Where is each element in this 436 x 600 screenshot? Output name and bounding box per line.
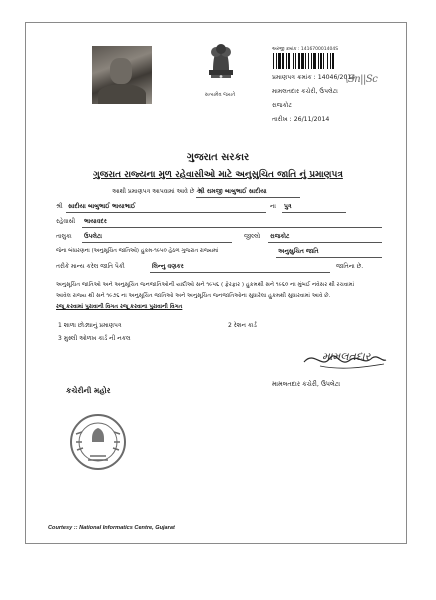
date-row	[272, 116, 329, 124]
barcode-bar	[330, 53, 331, 69]
evidence-heading: રજૂ કરવામાં પુરાવાની વિગત રજૂ કરવાના પુરાવાની વિગત	[56, 304, 183, 310]
date-label: તારીખ :	[272, 116, 292, 123]
courtesy-footer: Courtesy :: National Informatics Centre, Gujarat	[48, 525, 175, 531]
barcode-bar	[278, 53, 281, 69]
son-label: શ્રી	[56, 203, 63, 210]
emblem-caption: સત્યમેવ જયતે	[204, 92, 236, 98]
son-underline	[66, 212, 266, 213]
barcode-icon	[272, 53, 354, 69]
paragraph-line-1: અનુસૂચિત જાતિઓ અને અનુસૂચિત જનજાતિઓની યાદીઓ સને ૧૯૫૬ ( ફેરફાર ) હુકમથી સને ૧૯૬૦ ના મુંબઈ નવેસર થી રચવામાં	[56, 282, 355, 288]
barcode-bar	[332, 53, 334, 69]
signatory: મામલતદાર કચેરી, ઉપલેટા	[272, 380, 341, 388]
paragraph-line-2: આવેલ રાજ્ય થી સને ૧૯૭૬ ના અનુસૂચિત જાતિઓ અને અનુસૂચિત જનજાતિઓના સુધારેલા હુકમથી સુધારવામાં આવે છે.	[56, 293, 331, 299]
evidence-item-1: 1 શાળા છોડ્યાનું પ્રમાણપત્ર	[58, 322, 122, 329]
evidence-item-3: 3 મુસ્લી ઓળખ કાર્ડ ની નકલ	[58, 335, 131, 342]
caste-suffix: જાતિના છે.	[336, 263, 364, 270]
barcode-bar	[308, 53, 309, 69]
son-suffix: ના	[270, 203, 276, 210]
barcode-caption: અરજી ક્રમાંક : 141670001404S	[272, 47, 339, 52]
barcode-bar	[282, 53, 284, 69]
village-value: ભાયાવદર	[84, 218, 107, 225]
caste-value: લિન્નુ વણકર	[152, 263, 184, 270]
barcode-bar	[298, 53, 300, 69]
office-line: મામલતદાર કચેરી, ઉપલેટા	[272, 88, 338, 95]
intro-name: શ્રી રામજી બાબુભાઈ સાદીયા	[198, 188, 267, 195]
certificate-number-row	[272, 74, 355, 82]
relation-underline	[282, 212, 346, 213]
son-relation: પુત્ર	[284, 203, 292, 210]
barcode-bar	[323, 53, 324, 69]
son-name: સાદીયા બાબુભાઈ ભાયાભાઈ	[68, 203, 136, 210]
barcode-bar	[301, 53, 304, 69]
office-seal-icon	[68, 412, 128, 472]
district-underline	[268, 242, 382, 243]
taluka-value: ઉપલેટા	[84, 233, 102, 240]
ashoka-emblem-icon	[203, 40, 239, 88]
barcode-bar	[288, 53, 290, 69]
barcode-bar	[273, 53, 274, 69]
intro-underline	[196, 197, 300, 198]
photo-face	[110, 58, 132, 84]
taluka-label: તાલુકા	[56, 233, 72, 240]
handwritten-number: \Sn||Sc	[345, 74, 378, 85]
certificate-number-label: પ્રમાણપત્ર ક્રમાંક :	[272, 74, 316, 81]
village-underline	[82, 227, 382, 228]
barcode-bar	[305, 53, 306, 69]
order-value: અનુસુચિત જાતિ	[278, 248, 319, 255]
applicant-photo	[92, 46, 152, 104]
caste-underline	[150, 272, 330, 273]
photo-shoulder	[98, 84, 146, 104]
barcode-bar	[313, 53, 316, 69]
district-line: રાજકોટ	[272, 102, 293, 109]
district-label: જીલ્લો	[244, 233, 261, 240]
barcode-bar	[318, 53, 319, 69]
signature: મામલતદાર	[322, 350, 371, 363]
barcode-bar	[327, 53, 328, 69]
order-underline	[276, 257, 382, 258]
certificate-number-value: 14046/2014	[317, 74, 356, 81]
certificate-title: ગુજરાત રાજ્યના મુળ રહેવાસીઓ માટે અનુસુચિત જાતિ નું પ્રમાણપત્ર	[93, 170, 343, 180]
district-value: રાજકોટ	[270, 233, 290, 240]
caste-label: તરીકે માન્ય કરેલ જાતિ પૈકી	[56, 263, 125, 270]
barcode-bar	[276, 53, 277, 69]
order-text: જેના બંધારણના (અનુસૂચિત જાતિઓ) હુકમ-૧૯૫૦ હેઠળ ગુજરાત રાજ્યમાં	[56, 248, 219, 254]
barcode-bar	[295, 53, 296, 69]
intro-label: આથી પ્રમાણપત્ર આપવામાં આવે છે કે,	[112, 188, 203, 195]
barcode-bar	[293, 53, 294, 69]
government-title: ગુજરાત સરકાર	[186, 152, 250, 163]
signature-scribble-icon	[300, 348, 390, 372]
barcode-bar	[286, 53, 287, 69]
village-label: રહેવાસી	[56, 218, 76, 225]
barcode-bar	[320, 53, 322, 69]
office-stamp-label: કચેરીની મહોર	[66, 386, 111, 395]
evidence-item-2: 2 રેશન કાર્ડ	[228, 322, 257, 329]
taluka-underline	[82, 242, 232, 243]
barcode-bar	[311, 53, 312, 69]
date-value: 26/11/2014	[293, 116, 330, 123]
